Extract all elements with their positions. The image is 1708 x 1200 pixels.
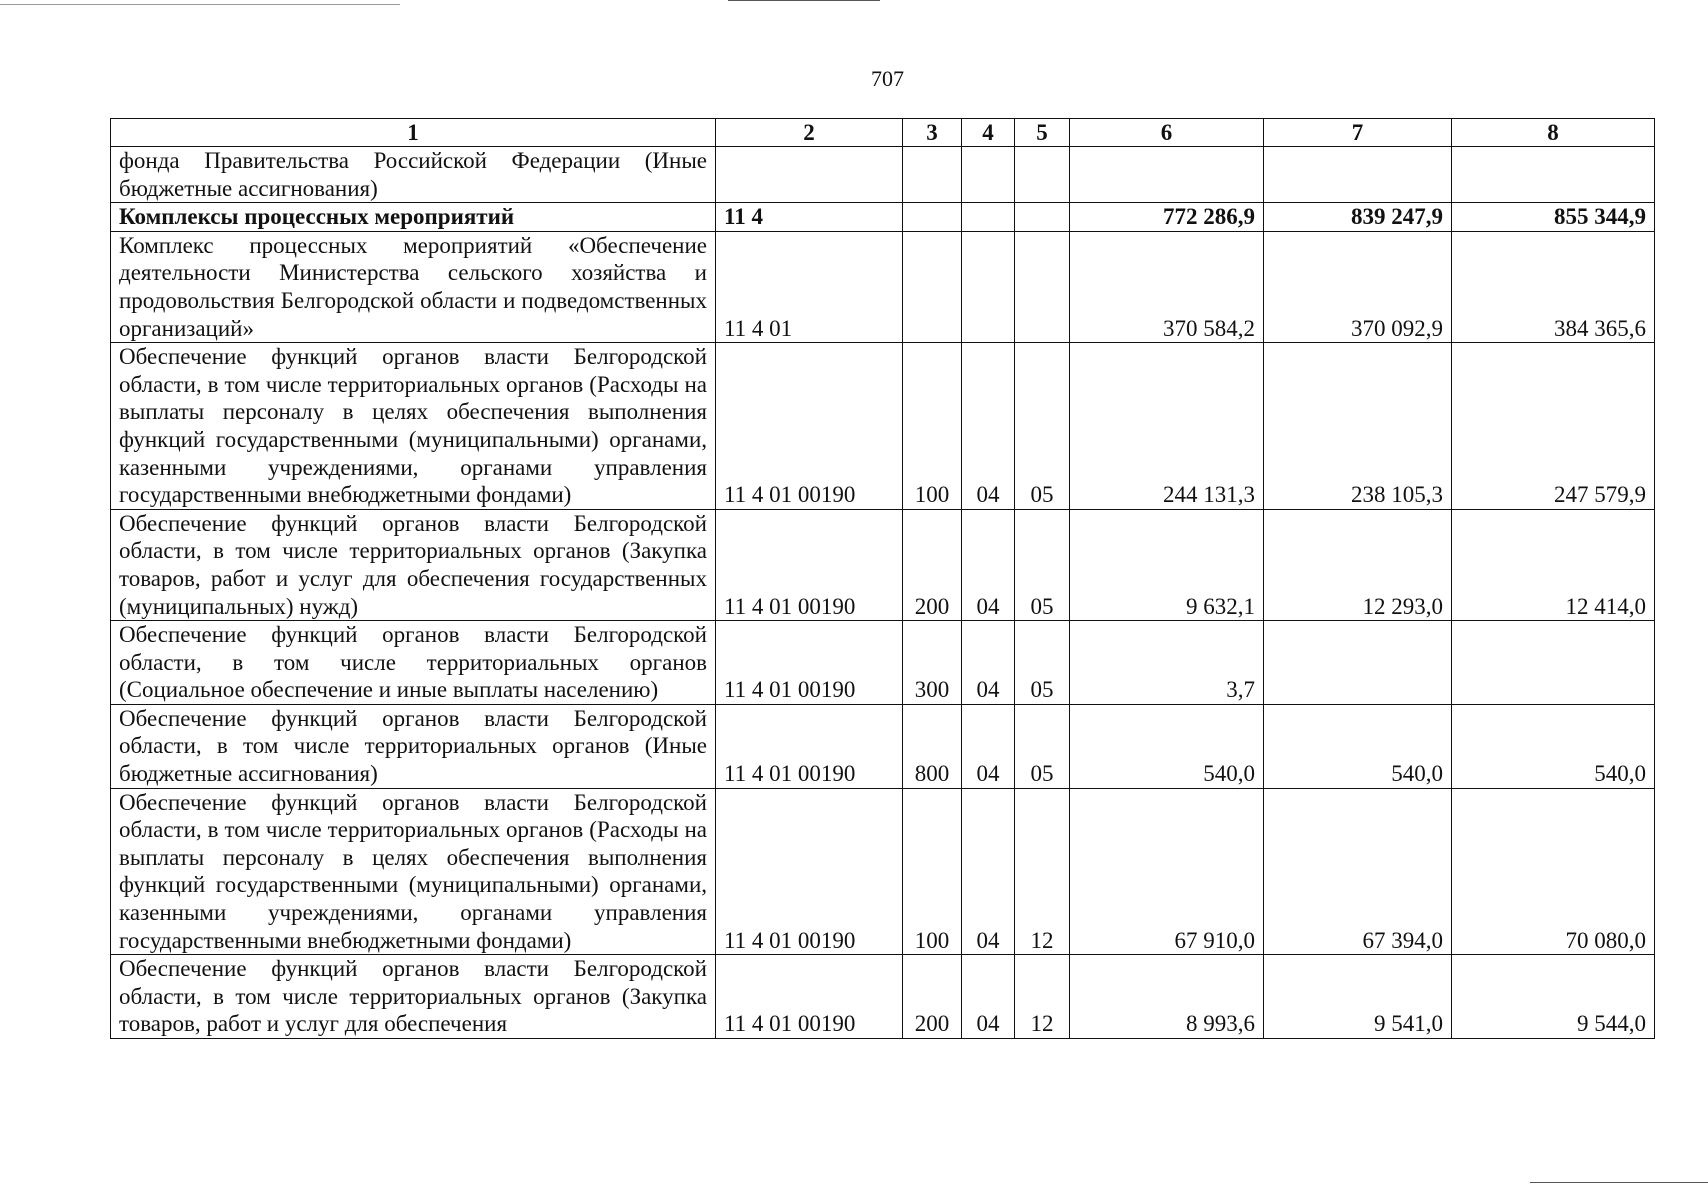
- target-code: 11 4 01 00190: [716, 621, 903, 705]
- subsection-code: 12: [1015, 788, 1070, 955]
- expense-type: 800: [903, 704, 962, 788]
- expense-type: 300: [903, 621, 962, 705]
- amount-col-6: 540,0: [1070, 704, 1264, 788]
- page-number: 707: [871, 66, 904, 91]
- row-description: Обеспечение функций органов власти Белгородской области, в том числе территориальных органов (Социальное обеспечение и иные выплаты населению): [111, 621, 716, 705]
- scan-edge-line: [1530, 1182, 1708, 1183]
- expense-type: [903, 231, 962, 342]
- subsection-code: [1015, 231, 1070, 342]
- amount-col-6: 67 910,0: [1070, 788, 1264, 955]
- amount-col-7: [1264, 147, 1452, 203]
- budget-table: [110, 118, 1655, 1039]
- amount-col-7: 540,0: [1264, 704, 1452, 788]
- target-code: 11 4 01: [716, 231, 903, 342]
- amount-col-8: [1452, 147, 1655, 203]
- amount-col-8: 247 579,9: [1452, 343, 1655, 510]
- row-description: Комплекс процессных мероприятий «Обеспечение деятельности Министерства сельского хозяйства и продовольствия Белгородской области и подведомственных организаций»: [111, 231, 716, 342]
- expense-type: [903, 147, 962, 203]
- amount-col-8: 70 080,0: [1452, 788, 1655, 955]
- table-row: [111, 955, 1655, 1039]
- expense-type: 100: [903, 343, 962, 510]
- amount-col-7: [1264, 621, 1452, 705]
- amount-col-8: 9 544,0: [1452, 955, 1655, 1039]
- subsection-code: 05: [1015, 343, 1070, 510]
- row-description: Обеспечение функций органов власти Белгородской области, в том числе территориальных органов (Закупка товаров, работ и услуг для обеспечения: [111, 955, 716, 1039]
- amount-col-6: [1070, 147, 1264, 203]
- column-header: 5: [1015, 119, 1070, 147]
- row-description: фонда Правительства Российской Федерации (Иные бюджетные ассигнования): [111, 147, 716, 203]
- row-description: Обеспечение функций органов власти Белгородской области, в том числе территориальных органов (Иные бюджетные ассигнования): [111, 704, 716, 788]
- amount-col-7: 12 293,0: [1264, 509, 1452, 620]
- expense-type: 100: [903, 788, 962, 955]
- table-row: [111, 704, 1655, 788]
- column-header: 7: [1264, 119, 1452, 147]
- column-header: 1: [111, 119, 716, 147]
- target-code: 11 4 01 00190: [716, 788, 903, 955]
- table-row: [111, 509, 1655, 620]
- table-row: [111, 788, 1655, 955]
- section-code: [962, 231, 1015, 342]
- amount-col-7: 67 394,0: [1264, 788, 1452, 955]
- target-code: 11 4 01 00190: [716, 704, 903, 788]
- expense-type: 200: [903, 955, 962, 1039]
- subsection-code: [1015, 203, 1070, 232]
- section-code: 04: [962, 788, 1015, 955]
- section-code: 04: [962, 343, 1015, 510]
- row-description: Обеспечение функций органов власти Белгородской области, в том числе территориальных органов (Закупка товаров, работ и услуг для обеспечения государственных (муниципальных) нужд): [111, 509, 716, 620]
- table-row: [111, 621, 1655, 705]
- amount-col-6: 772 286,9: [1070, 203, 1264, 232]
- target-code: 11 4: [716, 203, 903, 232]
- row-description: Обеспечение функций органов власти Белгородской области, в том числе территориальных органов (Расходы на выплаты персоналу в целях обеспечения выполнения функций государственными (муниципальными) органами, казенными учреждениями, органами управления государственными внебюджетными фондами): [111, 788, 716, 955]
- row-description: Обеспечение функций органов власти Белгородской области, в том числе территориальных органов (Расходы на выплаты персоналу в целях обеспечения выполнения функций государственными (муниципальными) органами, казенными учреждениями, органами управления государственными внебюджетными фондами): [111, 343, 716, 510]
- amount-col-8: 540,0: [1452, 704, 1655, 788]
- table-header-row: [111, 119, 1655, 147]
- amount-col-6: 8 993,6: [1070, 955, 1264, 1039]
- scan-edge-line: [728, 0, 880, 1]
- section-code: [962, 203, 1015, 232]
- table-row: [111, 203, 1655, 232]
- subsection-code: 12: [1015, 955, 1070, 1039]
- amount-col-7: 370 092,9: [1264, 231, 1452, 342]
- subsection-code: 05: [1015, 509, 1070, 620]
- amount-col-6: 370 584,2: [1070, 231, 1264, 342]
- subsection-code: [1015, 147, 1070, 203]
- subsection-code: 05: [1015, 704, 1070, 788]
- amount-col-7: 839 247,9: [1264, 203, 1452, 232]
- target-code: 11 4 01 00190: [716, 509, 903, 620]
- column-header: 4: [962, 119, 1015, 147]
- scan-edge-line: [0, 4, 400, 5]
- subsection-code: 05: [1015, 621, 1070, 705]
- expense-type: 200: [903, 509, 962, 620]
- section-code: [962, 147, 1015, 203]
- section-code: 04: [962, 955, 1015, 1039]
- column-header: 6: [1070, 119, 1264, 147]
- target-code: 11 4 01 00190: [716, 343, 903, 510]
- expense-type: [903, 203, 962, 232]
- amount-col-8: 855 344,9: [1452, 203, 1655, 232]
- amount-col-6: 3,7: [1070, 621, 1264, 705]
- target-code: [716, 147, 903, 203]
- section-code: 04: [962, 509, 1015, 620]
- amount-col-7: 238 105,3: [1264, 343, 1452, 510]
- table-row: [111, 147, 1655, 203]
- table-row: [111, 343, 1655, 510]
- amount-col-8: [1452, 621, 1655, 705]
- column-header: 3: [903, 119, 962, 147]
- amount-col-8: 12 414,0: [1452, 509, 1655, 620]
- amount-col-6: 244 131,3: [1070, 343, 1264, 510]
- amount-col-6: 9 632,1: [1070, 509, 1264, 620]
- section-code: 04: [962, 621, 1015, 705]
- column-header: 2: [716, 119, 903, 147]
- amount-col-8: 384 365,6: [1452, 231, 1655, 342]
- table-row: [111, 231, 1655, 342]
- section-code: 04: [962, 704, 1015, 788]
- amount-col-7: 9 541,0: [1264, 955, 1452, 1039]
- column-header: 8: [1452, 119, 1655, 147]
- row-description: Комплексы процессных мероприятий: [111, 203, 716, 232]
- target-code: 11 4 01 00190: [716, 955, 903, 1039]
